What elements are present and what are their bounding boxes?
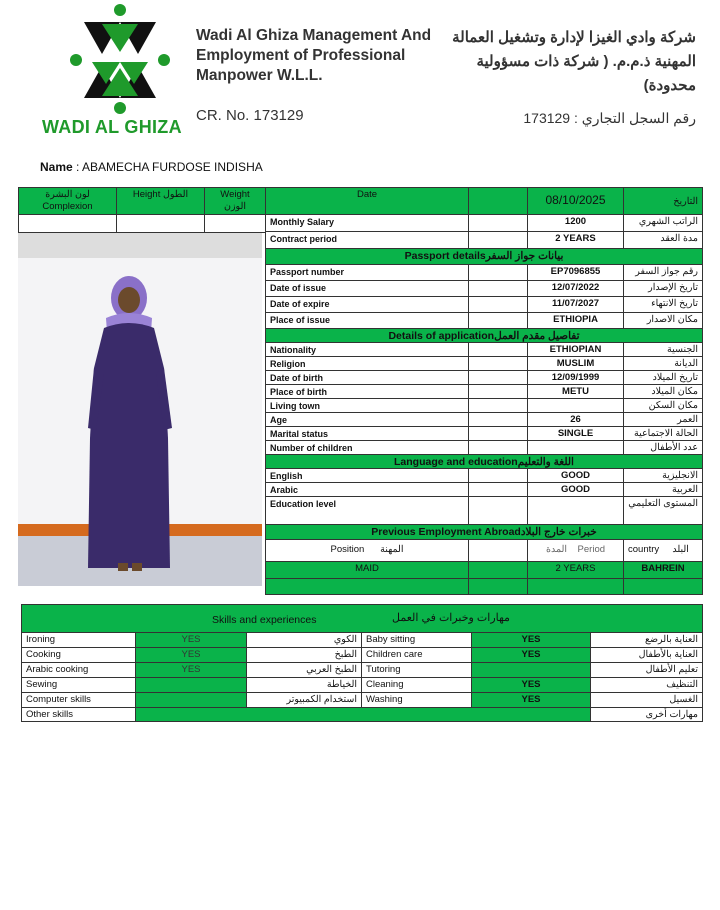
passport-row-2-spacer [468,296,528,313]
weight-value [204,214,266,233]
application-row-5-ar: العمر [623,412,703,427]
employment-blank [623,578,703,595]
contract-row-1-label: Contract period [265,231,469,249]
language-row-0-ar: الانجليزية [623,468,703,483]
employment-blank [265,578,469,595]
application-row-7-ar: عدد الأطفال [623,440,703,455]
employment-blank [468,578,528,595]
language-row-2-value [527,496,624,525]
skill-label-ar: التنظيف [590,677,703,693]
skill-label: Children care [361,647,472,663]
employment-period: 2 YEARS [527,561,624,579]
application-section-title: Details of applicationتفاصيل مقدم العمل [265,328,703,343]
language-row-0-spacer [468,468,528,483]
language-row-2-spacer [468,496,528,525]
application-row-4-value [527,398,624,413]
passport-row-0-ar: رقم جواز السفر [623,264,703,281]
application-row-4-ar: مكان السكن [623,398,703,413]
passport-row-3-label: Place of issue [265,312,469,329]
application-row-0-spacer [468,342,528,357]
other-skills-value [135,707,591,722]
date-label: Date [265,187,469,215]
skill-label: Cooking [21,647,136,663]
skill-value [135,692,247,708]
skill-label-ar: الطبخ [246,647,362,663]
application-row-1-value: MUSLIM [527,356,624,371]
application-row-2-ar: تاريخ الميلاد [623,370,703,385]
contract-row-0-value: 1200 [527,214,624,232]
passport-row-3-value: ETHIOPIA [527,312,624,329]
date-ar: التاريخ [623,187,703,215]
passport-row-2-label: Date of expire [265,296,469,313]
application-row-3-value: METU [527,384,624,399]
skill-value: YES [135,647,247,663]
application-row-2-label: Date of birth [265,370,469,385]
passport-row-3-ar: مكان الاصدار [623,312,703,329]
passport-row-1-value: 12/07/2022 [527,280,624,297]
application-row-2-spacer [468,370,528,385]
company-name-ar: شركة وادي الغيزا لإدارة وتشغيل العمالة المهنية ذ.م.م. ( شركة ذات مسؤولية محدودة) [452,29,696,94]
skill-label: Washing [361,692,472,708]
company-logo [70,4,170,116]
skill-label-ar: تعليم الأطفال [590,662,703,678]
skill-label: Sewing [21,677,136,693]
application-row-1-ar: الديانة [623,356,703,371]
application-row-7-value [527,440,624,455]
application-row-5-label: Age [265,412,469,427]
company-name-en: Wadi Al Ghiza Management And Employment of Professional Manpower W.L.L. [196,27,432,84]
skill-label: Ironing [21,632,136,648]
skill-label: Cleaning [361,677,472,693]
application-row-3-spacer [468,384,528,399]
skill-label-ar: العناية بالرضع [590,632,703,648]
brand-name: WADI AL GHIZA [42,117,182,137]
employment-spacer [468,539,528,562]
application-row-1-label: Religion [265,356,469,371]
application-row-4-label: Living town [265,398,469,413]
skill-label-ar: استخدام الكمبيوتر [246,692,362,708]
passport-row-0-label: Passport number [265,264,469,281]
application-row-5-value: 26 [527,412,624,427]
skills-title: Skills and experiences مهارات وخبرات في العمل [21,604,703,633]
passport-row-1-label: Date of issue [265,280,469,297]
passport-row-0-value: EP7096855 [527,264,624,281]
skill-value: YES [135,662,247,678]
height-header: Height الطول [116,187,205,215]
date-value: 08/10/2025 [527,187,624,215]
height-value [116,214,205,233]
skill-value: YES [135,632,247,648]
passport-row-2-ar: تاريخ الانتهاء [623,296,703,313]
contract-row-0-label: Monthly Salary [265,214,469,232]
skill-value: YES [471,647,591,663]
passport-row-0-spacer [468,264,528,281]
contract-row-0-ar: الراتب الشهري [623,214,703,232]
skill-label: Baby sitting [361,632,472,648]
passport-row-1-ar: تاريخ الإصدار [623,280,703,297]
skill-label-ar: العناية بالأطفال [590,647,703,663]
employment-country: BAHREIN [623,561,703,579]
position-header: Position المهنة [265,539,469,562]
application-row-2-value: 12/09/1999 [527,370,624,385]
language-section-title: Language and educationاللغة والتعليم [265,454,703,469]
skill-label-ar: الغسيل [590,692,703,708]
language-row-2-label: Education level [265,496,469,525]
language-row-1-label: Arabic [265,482,469,497]
passport-row-3-spacer [468,312,528,329]
contract-row-1-ar: مدة العقد [623,231,703,249]
language-row-0-label: English [265,468,469,483]
skill-label-ar: الخياطة [246,677,362,693]
application-row-6-value: SINGLE [527,426,624,441]
application-row-3-ar: مكان الميلاد [623,384,703,399]
skill-value: YES [471,632,591,648]
application-row-6-spacer [468,426,528,441]
skill-label: Computer skills [21,692,136,708]
employment-blank [527,578,624,595]
employment-section-title: Previous Employment Abroadخبرات خارج البلاد [265,524,703,540]
skill-value [471,662,591,678]
contract-row-1-spacer [468,231,528,249]
application-row-4-spacer [468,398,528,413]
candidate-name: Name : ABAMECHA FURDOSE INDISHA [40,160,263,174]
complexion-value [18,214,117,233]
application-row-3-label: Place of birth [265,384,469,399]
photo-top-bar [18,233,262,258]
employment-position: MAID [265,561,469,579]
skill-label: Arabic cooking [21,662,136,678]
passport-section-title: Passport detailsبيانات جواز السفر [265,248,703,265]
contract-row-1-value: 2 YEARS [527,231,624,249]
skill-label-ar: الكوي [246,632,362,648]
application-row-7-label: Number of children [265,440,469,455]
complexion-header: لون البشرة Complexion [18,187,117,215]
language-row-1-spacer [468,482,528,497]
application-row-0-label: Nationality [265,342,469,357]
period-header: المدة Period [527,539,624,562]
application-row-0-ar: الجنسية [623,342,703,357]
skill-label-ar: الطبخ العربي [246,662,362,678]
other-skills-ar: مهارات أخرى [590,707,703,722]
language-row-1-value: GOOD [527,482,624,497]
language-row-2-ar: المستوى التعليمي [623,496,703,525]
cr-number-ar: رقم السجل التجاري : 173129 [523,110,696,126]
employment-spacer [468,561,528,579]
skill-value: YES [471,677,591,693]
application-row-7-spacer [468,440,528,455]
application-row-6-label: Marital status [265,426,469,441]
country-header: country البلد [623,539,703,562]
cr-number-en: CR. No. 173129 [196,107,304,124]
skill-value [135,677,247,693]
skill-value: YES [471,692,591,708]
language-row-1-ar: العربية [623,482,703,497]
application-row-0-value: ETHIOPIAN [527,342,624,357]
weight-header: Weight الوزن [204,187,266,215]
skill-label: Tutoring [361,662,472,678]
date-spacer [468,187,528,215]
passport-row-2-value: 11/07/2027 [527,296,624,313]
other-skills-label: Other skills [21,707,136,722]
contract-row-0-spacer [468,214,528,232]
language-row-0-value: GOOD [527,468,624,483]
candidate-photo [18,258,262,586]
application-row-1-spacer [468,356,528,371]
application-row-5-spacer [468,412,528,427]
passport-row-1-spacer [468,280,528,297]
application-row-6-ar: الحالة الاجتماعية [623,426,703,441]
